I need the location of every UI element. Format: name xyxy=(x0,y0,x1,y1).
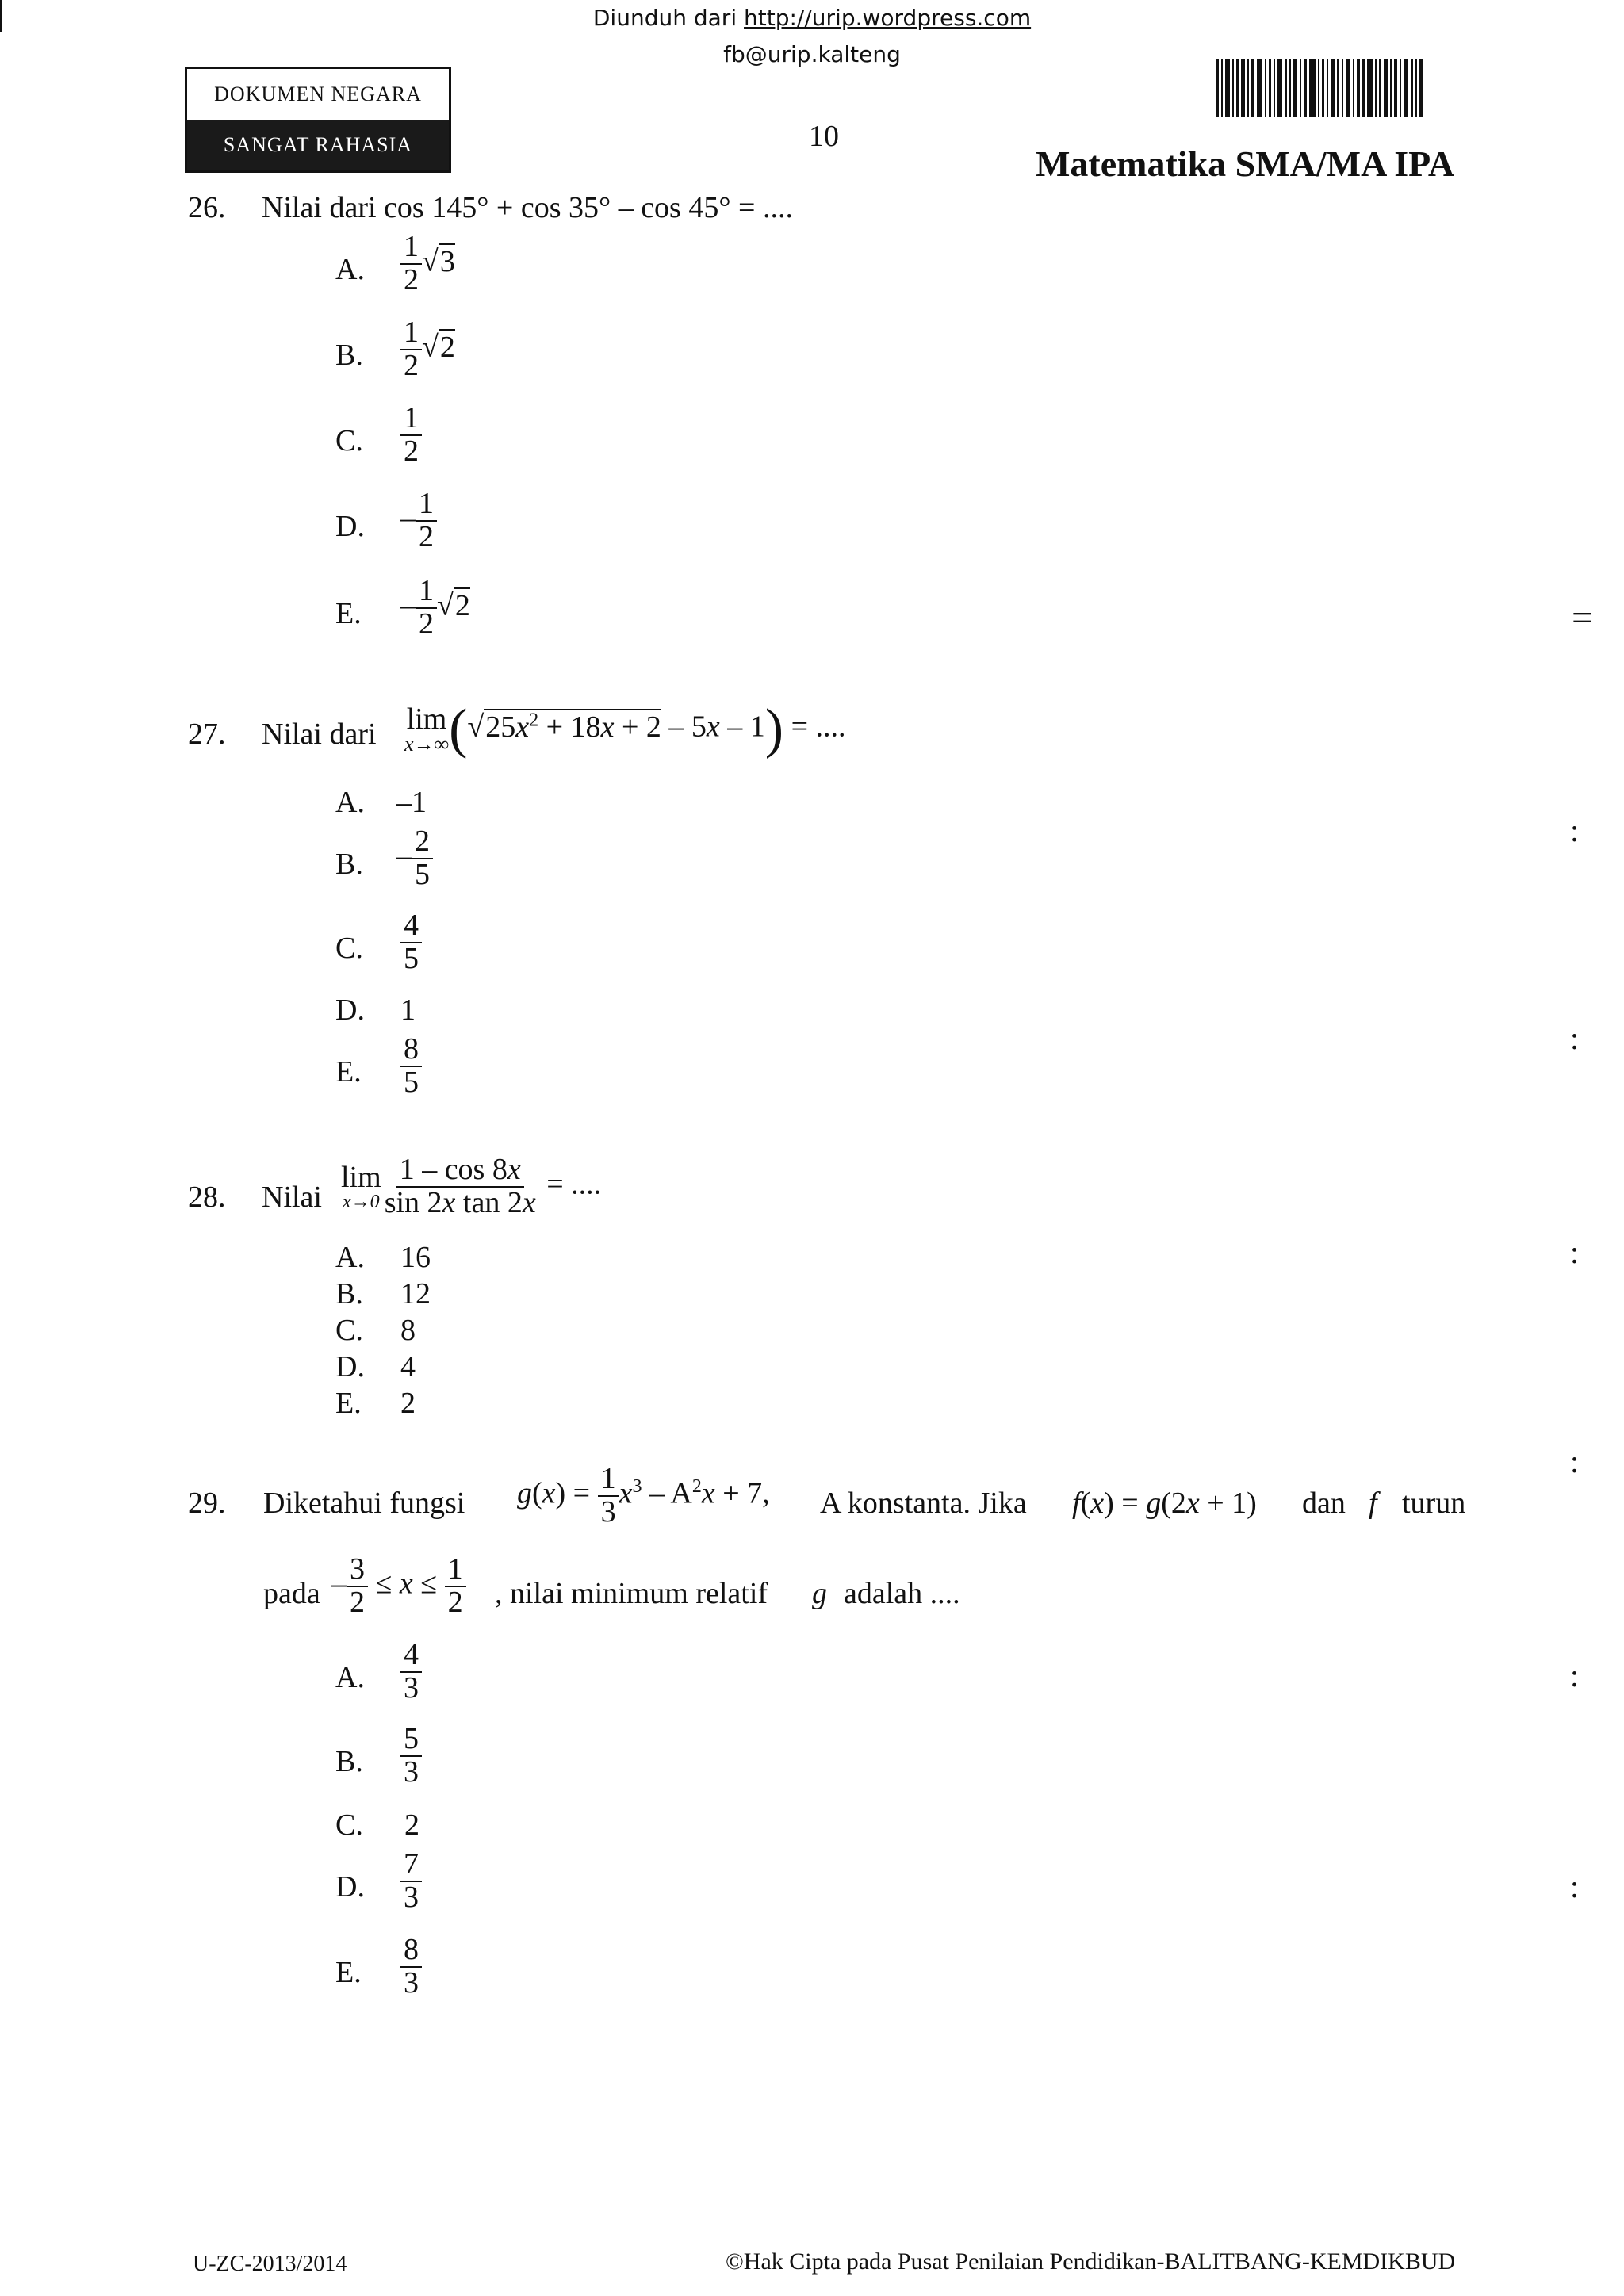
q27-option-e-letter[interactable]: E. xyxy=(335,1055,362,1089)
q27-option-d-value: 1 xyxy=(400,993,416,1027)
q29-option-b-value: $\frac{5}{3}$ xyxy=(400,1724,422,1789)
q29-function-g: g(x) = $\frac{1}{3}$ $x^3 - A^2x + 7$, xyxy=(517,1462,770,1529)
q26-option-e-letter[interactable]: E. xyxy=(335,597,362,630)
document-classification-box xyxy=(185,67,451,173)
margin-mark: : xyxy=(1570,813,1580,848)
question-28-text: Nilai xyxy=(262,1181,322,1214)
q28-limit-expression: lim x→0 $\frac{1 - \cos 8x}{\text{sin 2x tan 2x}}$ = .... xyxy=(341,1153,602,1219)
margin-mark: = xyxy=(1572,597,1594,639)
q29-g-symbol: g xyxy=(812,1577,827,1610)
q26-option-a-letter[interactable]: A. xyxy=(335,253,365,286)
q29-option-c-value: 2 xyxy=(404,1808,419,1842)
margin-mark: : xyxy=(1570,1444,1580,1479)
q29-option-e-letter[interactable]: E. xyxy=(335,1956,362,1989)
q29-option-d-letter[interactable]: D. xyxy=(335,1870,365,1904)
q29-constant-text: A konstanta. Jika xyxy=(820,1487,1027,1520)
q29-f-symbol: f xyxy=(1369,1487,1377,1520)
question-28-number: 28. xyxy=(188,1181,226,1214)
subject-title: Matematika SMA/MA IPA xyxy=(1036,144,1455,184)
facebook-contact: fb@urip.kalteng xyxy=(723,41,901,67)
q28-option-d-letter[interactable]: D. xyxy=(335,1350,365,1383)
q27-option-c-value: $\frac{4}{5}$ xyxy=(400,910,422,975)
margin-mark: : xyxy=(1570,1234,1580,1270)
q29-and-text: dan xyxy=(1302,1487,1346,1520)
q29-option-c-letter[interactable]: C. xyxy=(335,1808,363,1842)
q27-option-b-letter[interactable]: B. xyxy=(335,848,363,881)
q29-option-d-value: $\frac{7}{3}$ xyxy=(400,1849,422,1914)
q29-function-f: f(x) = g(2x + 1) xyxy=(1072,1487,1257,1520)
margin-mark: : xyxy=(1570,1869,1580,1904)
question-27-number: 27. xyxy=(188,718,226,751)
download-link[interactable]: http://urip.wordpress.com xyxy=(744,5,1032,31)
q29-min-text: , nilai minimum relatif xyxy=(495,1577,768,1610)
q29-ending-text: adalah .... xyxy=(844,1577,960,1610)
q29-interval-intro: pada xyxy=(263,1577,320,1610)
question-29-number: 29. xyxy=(188,1487,226,1520)
q28-option-a-value: 16 xyxy=(400,1241,431,1274)
q26-option-c-value: $\frac{1}{2}$ xyxy=(400,403,422,468)
q26-option-e-value: – $\frac{1}{2}$ √2 xyxy=(400,574,470,641)
q26-option-d-letter[interactable]: D. xyxy=(335,510,365,543)
q28-option-b-letter[interactable]: B. xyxy=(335,1277,363,1311)
q27-option-e-value: $\frac{8}{5}$ xyxy=(400,1034,422,1099)
q29-option-a-value: $\frac{4}{3}$ xyxy=(400,1640,422,1705)
q26-option-d-value: – $\frac{1}{2}$ xyxy=(400,488,437,553)
q28-option-e-letter[interactable]: E. xyxy=(335,1387,362,1420)
q27-option-b-value: – $\frac{2}{5}$ xyxy=(396,826,433,891)
q28-option-a-letter[interactable]: A. xyxy=(335,1241,365,1274)
q27-option-a-value: –1 xyxy=(396,786,427,819)
q27-option-d-letter[interactable]: D. xyxy=(335,993,365,1027)
download-source-line xyxy=(0,5,1624,31)
q28-option-b-value: 12 xyxy=(400,1277,431,1311)
q29-option-e-value: $\frac{8}{3}$ xyxy=(400,1934,422,1999)
q29-option-a-letter[interactable]: A. xyxy=(335,1661,365,1694)
copyright-notice: ©Hak Cipta pada Pusat Penilaian Pendidikan-BALITBANG-KEMDIKBUD xyxy=(726,2248,1456,2275)
q28-option-c-letter[interactable]: C. xyxy=(335,1314,363,1347)
q29-interval: – $\frac{3}{2}$ ≤ x ≤ $\frac{1}{2}$ xyxy=(331,1554,466,1619)
question-27-text: Nilai dari xyxy=(262,718,377,751)
q29-decreasing-text: turun xyxy=(1402,1487,1466,1520)
q28-option-d-value: 4 xyxy=(400,1350,416,1383)
q27-limit-expression: lim x→∞ $(√25x^2 + 18x + 2 - 5x - 1)$ = .... xyxy=(404,698,846,760)
secrecy-label: SANGAT RAHASIA xyxy=(187,120,449,170)
margin-mark: : xyxy=(1570,1658,1580,1693)
page-number: 10 xyxy=(809,120,839,153)
question-26-text: Nilai dari cos 145° + cos 35° – cos 45° = .... xyxy=(262,191,793,224)
q26-option-b-letter[interactable]: B. xyxy=(335,339,363,372)
q29-option-b-letter[interactable]: B. xyxy=(335,1745,363,1778)
q26-option-c-letter[interactable]: C. xyxy=(335,424,363,457)
document-classification-label: DOKUMEN NEGARA xyxy=(214,82,422,105)
margin-mark: : xyxy=(1570,1020,1580,1056)
barcode-icon xyxy=(1216,59,1477,117)
q27-option-c-letter[interactable]: C. xyxy=(335,932,363,965)
download-prefix: Diunduh dari xyxy=(592,5,737,31)
q26-option-b-value: $\frac{1}{2}$ √2 xyxy=(400,317,455,382)
exam-code: U-ZC-2013/2014 xyxy=(193,2252,347,2276)
question-26-number: 26. xyxy=(188,191,226,224)
question-29-intro: Diketahui fungsi xyxy=(263,1487,465,1520)
q27-option-a-letter[interactable]: A. xyxy=(335,786,365,819)
q28-option-c-value: 8 xyxy=(400,1314,416,1347)
q28-option-e-value: 2 xyxy=(400,1387,416,1420)
scan-edge-mark xyxy=(0,0,2,32)
q26-option-a-value: $\frac{1}{2}$ √3 xyxy=(400,232,455,297)
